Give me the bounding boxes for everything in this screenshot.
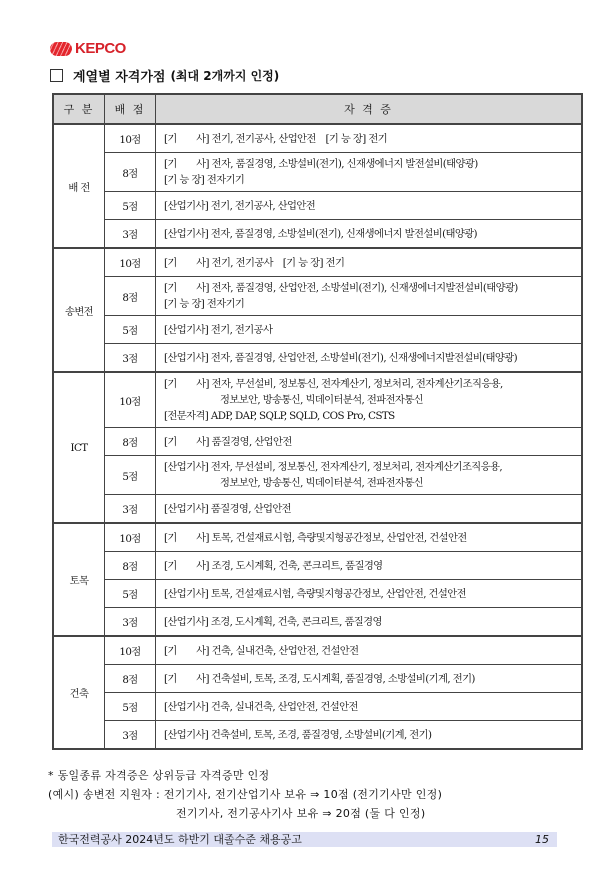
certificate-line: [산업기사] 조경, 도시계획, 건축, 콘크리트, 품질경영 [164,615,382,628]
certificates-cell [156,153,583,192]
certificate-line: [기 사] 전자, 무선설비, 정보통신, 전자계산기, 정보처리, 전자계산기조직응용, [164,378,503,390]
certificates-cell [156,665,583,693]
table-row [53,248,582,277]
category-cell: ICT [53,372,105,523]
table-row [53,277,582,316]
section-title [50,66,279,85]
header-points: 배 점 [105,94,156,124]
certificates-cell [156,608,583,637]
points-cell: 10점 [105,372,156,428]
page-number: 15 [535,833,549,846]
certificate-line: [기 사] 조경, 도시계획, 건축, 콘크리트, 품질경영 [164,559,383,572]
certificate-line: 정보보안, 방송통신, 빅데이터분석, 전파전자통신 [220,477,423,489]
table-row [53,665,582,693]
points-cell: 8점 [105,665,156,693]
certificates-cell [156,495,583,524]
table-row [53,372,582,428]
category-cell: 배 전 [53,124,105,248]
certificates-cell [156,344,583,373]
certificate-line: [산업기사] 전자, 무선설비, 정보통신, 전자계산기, 정보처리, 전자계산기조직응용, [164,461,503,473]
certificates-cell [156,124,583,153]
certificates-cell [156,220,583,249]
certificates-cell [156,248,583,277]
points-cell: 8점 [105,552,156,580]
square-bullet-icon [50,69,63,82]
category-cell: 송변전 [53,248,105,372]
certificates-cell [156,456,583,495]
certificate-line: [기 능 장] 전자기기 [164,298,245,310]
table-row [53,580,582,608]
header-category: 구 분 [53,94,105,124]
qualification-points-table [52,93,583,750]
certificate-line: [기 사] 전자, 품질경영, 산업안전, 소방설비(전기), 신재생에너지발전설비(태양광) [164,282,518,294]
certificate-line: [산업기사] 전기, 전기공사 [164,323,273,336]
certificate-line: [기 사] 토목, 건설재료시험, 측량및지형공간정보, 산업안전, 건설안전 [164,531,467,544]
certificates-cell [156,693,583,721]
points-cell: 8점 [105,277,156,316]
section-title-main: 계열별 자격가점 [73,70,166,85]
certificates-cell [156,277,583,316]
certificate-line: [기 능 장] 전자기기 [164,174,245,186]
certificate-line: [기 사] 건축설비, 토목, 조경, 도시계획, 품질경영, 소방설비(기계, 전기) [164,672,475,685]
page-footer [52,832,557,847]
certificates-cell [156,428,583,456]
points-cell: 3점 [105,495,156,524]
points-cell: 10점 [105,636,156,665]
certificates-cell [156,316,583,344]
certificate-line: [기 사] 전기, 전기공사, 산업안전 [기 능 장] 전기 [164,132,388,145]
certificate-line: [전문자격] ADP, DAP, SQLP, SQLD, COS Pro, CSTS [164,410,395,422]
points-cell: 3점 [105,220,156,249]
table-row [53,153,582,192]
kepco-logo-mark-icon [50,42,72,56]
table-row [53,636,582,665]
points-cell: 10점 [105,248,156,277]
table-row [53,693,582,721]
certificate-line: [기 사] 전자, 품질경영, 소방설비(전기), 신재생에너지 발전설비(태양광) [164,158,478,170]
certificate-line: [산업기사] 전자, 품질경영, 소방설비(전기), 신재생에너지 발전설비(태양광) [164,227,477,240]
footer-text: 한국전력공사 2024년도 하반기 대졸수준 채용공고 [58,833,302,846]
kepco-logo [50,42,126,56]
logo-text: KEPCO [75,40,126,57]
certificate-line: [산업기사] 건축, 실내건축, 산업안전, 건설안전 [164,700,358,713]
certificate-line: 정보보안, 방송통신, 빅데이터분석, 전파전자통신 [220,394,423,406]
certificates-cell [156,523,583,552]
points-cell: 3점 [105,608,156,637]
table-row [53,456,582,495]
table-header-row [53,94,582,124]
points-cell: 5점 [105,316,156,344]
table-row [53,220,582,249]
table-row [53,608,582,637]
certificate-line: [산업기사] 전자, 품질경영, 산업안전, 소방설비(전기), 신재생에너지발전설비(태양광) [164,351,518,364]
certificate-line: [산업기사] 건축설비, 토목, 조경, 품질경영, 소방설비(기계, 전기) [164,728,432,741]
table-row [53,428,582,456]
certificates-cell [156,580,583,608]
note-example-2: 전기기사, 전기공사기사 보유 ⇒ 20점 (둘 다 인정) [176,807,426,820]
certificates-cell [156,372,583,428]
note-example-1: (예시) 송변전 지원자 : 전기기사, 전기산업기사 보유 ⇒ 10점 (전기기사만 인정) [48,788,443,801]
certificates-cell [156,192,583,220]
points-cell: 3점 [105,344,156,373]
note-same-type: * 동일종류 자격증은 상위등급 자격증만 인정 [48,769,270,782]
table-row [53,721,582,750]
points-cell: 5점 [105,456,156,495]
certificate-line: [산업기사] 토목, 건설재료시험, 측량및지형공간정보, 산업안전, 건설안전 [164,587,466,600]
certificate-line: [기 사] 품질경영, 산업안전 [164,435,292,448]
table-row [53,124,582,153]
points-cell: 10점 [105,523,156,552]
points-cell: 5점 [105,693,156,721]
table-row [53,192,582,220]
certificate-line: [산업기사] 품질경영, 산업안전 [164,502,292,515]
points-cell: 5점 [105,580,156,608]
table-row [53,344,582,373]
points-cell: 8점 [105,428,156,456]
certificate-line: [기 사] 전기, 전기공사 [기 능 장] 전기 [164,256,345,269]
certificates-cell [156,552,583,580]
table-row [53,495,582,524]
points-cell: 5점 [105,192,156,220]
certificate-line: [기 사] 건축, 실내건축, 산업안전, 건설안전 [164,644,359,657]
header-certificates: 자 격 증 [156,94,583,124]
table-row [53,552,582,580]
points-cell: 10점 [105,124,156,153]
notes [48,766,442,823]
category-cell: 토목 [53,523,105,636]
category-cell: 건축 [53,636,105,749]
certificates-cell [156,636,583,665]
points-cell: 8점 [105,153,156,192]
section-title-sub: (최대 2개까지 인정) [170,69,280,83]
points-cell: 3점 [105,721,156,750]
certificate-line: [산업기사] 전기, 전기공사, 산업안전 [164,199,316,212]
table-row [53,316,582,344]
certificates-cell [156,721,583,750]
table-row [53,523,582,552]
